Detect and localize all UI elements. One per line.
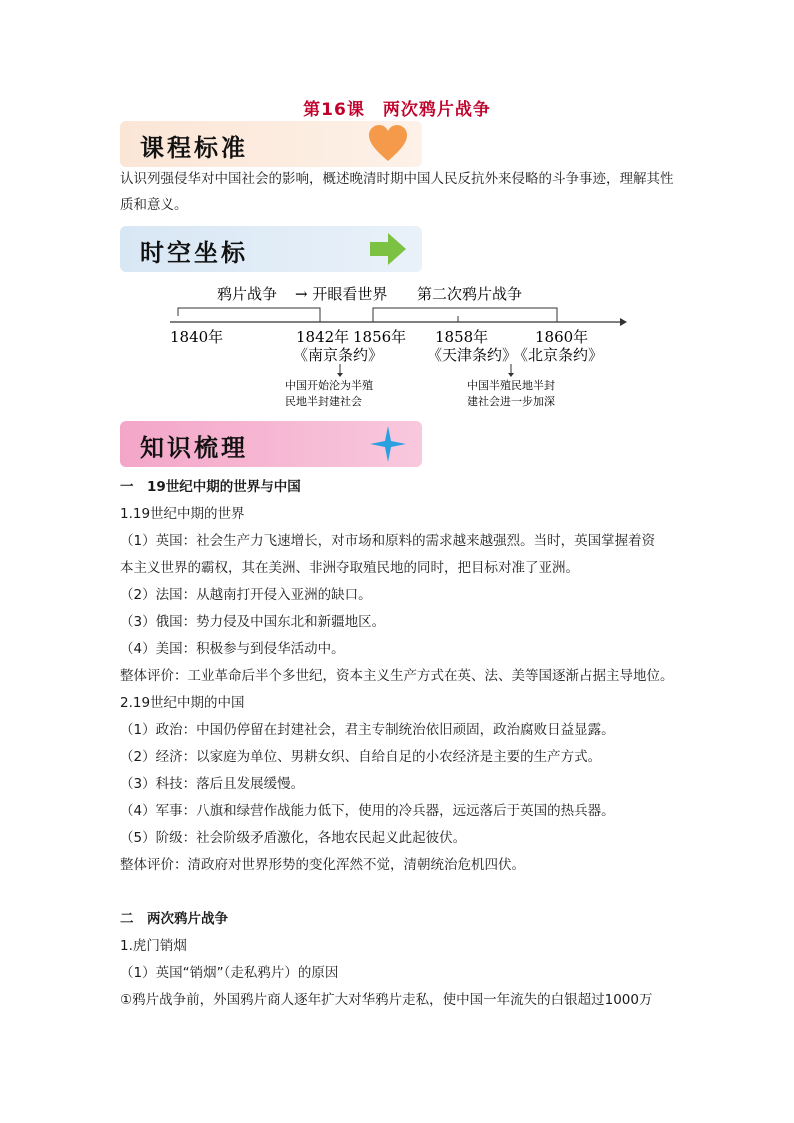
star-icon <box>368 425 408 463</box>
text-line: ①鸦片战争前，外国鸦片商人逐年扩大对华鸦片走私，使中国一年流失的白银超过1000万 <box>120 992 653 1008</box>
text-line: （2）经济：以家庭为单位、男耕女织、自给自足的小农经济是主要的生产方式。 <box>120 749 602 765</box>
standard-text: 认识列强侵华对中国社会的影响，概述晚清时期中国人民反抗外来侵略的斗争事迹，理解其性质和意义。 <box>120 171 674 213</box>
treaty-tianjin: 《天津条约》 <box>427 346 518 364</box>
banner-label: 时空坐标 <box>140 239 248 267</box>
note-1842-line2: 民地半封建社会 <box>285 395 362 408</box>
treaty-nanjing: 《南京条约》 <box>293 346 384 364</box>
text-line: （4）美国：积极参与到侵华活动中。 <box>120 641 345 657</box>
text-line: （3）俄国：势力侵及中国东北和新疆地区。 <box>120 614 386 630</box>
text-line: 1.19世纪中期的世界 <box>120 506 245 522</box>
heart-icon <box>368 125 408 163</box>
banner-label: 知识梳理 <box>140 434 248 462</box>
banner-course-standard <box>120 121 422 167</box>
year-1842: 1842年 <box>296 328 350 346</box>
text-line: （1）英国：社会生产力飞速增长，对市场和原料的需求越来越强烈。当时，英国掌握着资 <box>120 533 656 549</box>
banner-knowledge <box>120 421 422 467</box>
section-heading: 二 两次鸦片战争 <box>120 911 228 927</box>
year-1856: 1856年 <box>353 328 407 346</box>
page-title: 第16课 两次鸦片战争 <box>303 100 491 120</box>
text-line: 整体评价：清政府对世界形势的变化浑然不觉，清朝统治危机四伏。 <box>120 857 525 873</box>
treaty-beijing: 《北京条约》 <box>513 346 604 364</box>
text-line: 1.虎门销烟 <box>120 938 187 954</box>
text-line: （5）阶级：社会阶级矛盾激化，各地农民起义此起彼伏。 <box>120 830 467 846</box>
text-line: （3）科技：落后且发展缓慢。 <box>120 776 305 792</box>
note-1842-line1: 中国开始沦为半殖 <box>285 379 373 392</box>
war2-label: 第二次鸦片战争 <box>417 285 523 303</box>
war1-label: 鸦片战争 <box>217 285 278 303</box>
banner-label: 课程标准 <box>140 134 248 162</box>
text-line: （2）法国：从越南打开侵入亚洲的缺口。 <box>120 587 372 603</box>
text-line: 整体评价：工业革命后半个多世纪，资本主义生产方式在英、法、美等国逐渐占据主导地位。 <box>120 668 674 684</box>
year-1840: 1840年 <box>170 328 224 346</box>
text-line: （1）政治：中国仍停留在封建社会，君主专制统治依旧顽固，政治腐败日益显露。 <box>120 722 615 738</box>
text-line: （4）军事：八旗和绿营作战能力低下，使用的冷兵器，远远落后于英国的热兵器。 <box>120 803 615 819</box>
text-line: 2.19世纪中期的中国 <box>120 695 245 711</box>
year-1858: 1858年 <box>435 328 489 346</box>
timeline-diagram <box>165 280 635 420</box>
section-heading: 一 19世纪中期的世界与中国 <box>120 479 301 495</box>
note-1858-line1: 中国半殖民地半封 <box>467 379 555 392</box>
arrow-right-icon <box>368 230 408 268</box>
note-1858-line2: 建社会进一步加深 <box>467 395 555 408</box>
text-line: （1）英国“销烟”（走私鸦片）的原因 <box>120 965 339 981</box>
banner-timeline <box>120 226 422 272</box>
text-line: 本主义世界的霸权，其在美洲、非洲夺取殖民地的同时，把目标对准了亚洲。 <box>120 560 579 576</box>
year-1860: 1860年 <box>535 328 589 346</box>
open-eyes-label: → 开眼看世界 <box>295 285 388 303</box>
